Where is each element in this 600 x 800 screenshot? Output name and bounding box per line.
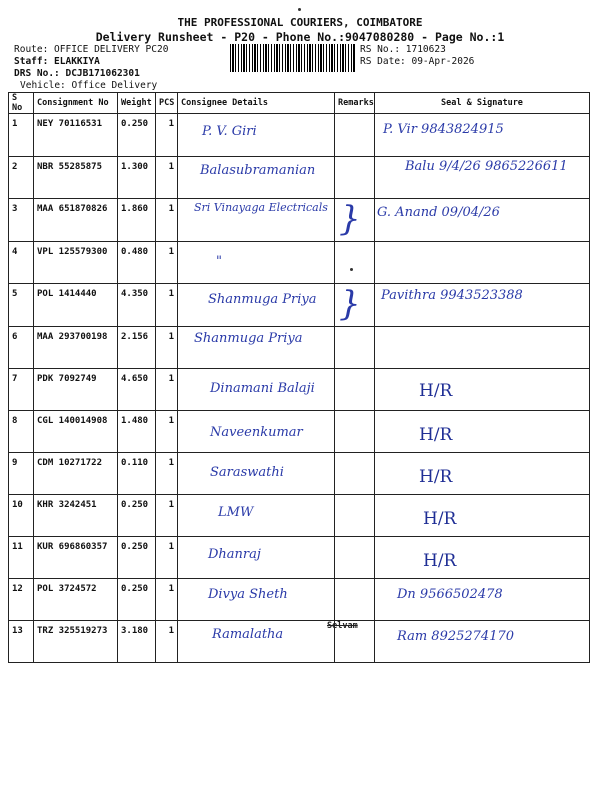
consignee-handwriting: Shanmuga Priya bbox=[194, 331, 303, 346]
cell-pcs: 1 bbox=[156, 495, 178, 537]
company-title: THE PROFESSIONAL COURIERS, COIMBATORE bbox=[177, 16, 423, 29]
table-row bbox=[9, 621, 590, 663]
cell-sno: 10 bbox=[9, 495, 34, 537]
cell-remarks bbox=[335, 411, 375, 453]
cell-sno: 13 bbox=[9, 621, 34, 663]
cell-remarks bbox=[335, 453, 375, 495]
cell-consignee bbox=[178, 284, 335, 327]
cell-remarks bbox=[335, 199, 375, 242]
cell-sno: 9 bbox=[9, 453, 34, 495]
cell-consignment: MAA 651870826 bbox=[34, 199, 118, 242]
cell-pcs: 1 bbox=[156, 621, 178, 663]
cell-consignee bbox=[178, 199, 335, 242]
cell-signature bbox=[375, 411, 590, 453]
table-row bbox=[9, 495, 590, 537]
cell-consignee bbox=[178, 411, 335, 453]
cell-weight: 2.156 bbox=[118, 327, 156, 369]
cell-consignment: KUR 696860357 bbox=[34, 537, 118, 579]
cell-consignment: MAA 293700198 bbox=[34, 327, 118, 369]
remarks-strikethrough: Selvam bbox=[327, 621, 358, 631]
consignee-handwriting: P. V. Giri bbox=[202, 124, 257, 139]
cell-consignee bbox=[178, 327, 335, 369]
cell-weight: 1.300 bbox=[118, 157, 156, 199]
signature-handwriting: H/R bbox=[419, 425, 453, 445]
table-row bbox=[9, 411, 590, 453]
cell-consignee bbox=[178, 621, 335, 663]
cell-consignment: CDM 10271722 bbox=[34, 453, 118, 495]
table-row bbox=[9, 579, 590, 621]
table-row bbox=[9, 327, 590, 369]
col-remarks: Remarks bbox=[335, 93, 375, 114]
table-row bbox=[9, 157, 590, 199]
cell-sno: 12 bbox=[9, 579, 34, 621]
table-row bbox=[9, 537, 590, 579]
cell-pcs: 1 bbox=[156, 369, 178, 411]
cell-weight: 0.250 bbox=[118, 114, 156, 157]
cell-sno: 2 bbox=[9, 157, 34, 199]
cell-remarks bbox=[335, 284, 375, 327]
signature-handwriting: H/R bbox=[423, 551, 457, 571]
cell-weight: 0.480 bbox=[118, 242, 156, 284]
cell-remarks bbox=[335, 579, 375, 621]
table-header-row bbox=[9, 93, 590, 114]
cell-signature bbox=[375, 199, 590, 242]
cell-sno: 3 bbox=[9, 199, 34, 242]
cell-remarks bbox=[335, 495, 375, 537]
signature-handwriting: P. Vir 9843824915 bbox=[383, 122, 504, 137]
col-signature: Seal & Signature bbox=[375, 93, 590, 114]
cell-signature bbox=[375, 369, 590, 411]
table-row bbox=[9, 242, 590, 284]
rs-date-label: RS Date: 09-Apr-2026 bbox=[360, 56, 475, 67]
table-row bbox=[9, 453, 590, 495]
remarks-brace: } bbox=[339, 284, 361, 324]
cell-sno: 6 bbox=[9, 327, 34, 369]
cell-consignment: KHR 3242451 bbox=[34, 495, 118, 537]
cell-consignee bbox=[178, 537, 335, 579]
cell-signature bbox=[375, 157, 590, 199]
cell-sno: 8 bbox=[9, 411, 34, 453]
table-row bbox=[9, 199, 590, 242]
consignee-handwriting: Saraswathi bbox=[210, 465, 284, 480]
cell-pcs: 1 bbox=[156, 411, 178, 453]
cell-consignee bbox=[178, 369, 335, 411]
cell-consignee bbox=[178, 453, 335, 495]
signature-handwriting: Dn 9566502478 bbox=[397, 587, 503, 602]
signature-handwriting: Pavithra 9943523388 bbox=[381, 288, 523, 303]
cell-weight: 0.110 bbox=[118, 453, 156, 495]
consignee-handwriting: Dhanraj bbox=[208, 547, 261, 562]
cell-weight: 4.350 bbox=[118, 284, 156, 327]
signature-handwriting: H/R bbox=[419, 381, 453, 401]
cell-pcs: 1 bbox=[156, 284, 178, 327]
col-sno: S No bbox=[9, 93, 34, 114]
cell-weight: 0.250 bbox=[118, 579, 156, 621]
table-row bbox=[9, 114, 590, 157]
cell-weight: 3.180 bbox=[118, 621, 156, 663]
consignee-handwriting: Ramalatha bbox=[212, 627, 284, 642]
cell-sno: 4 bbox=[9, 242, 34, 284]
consignee-handwriting: " bbox=[216, 254, 222, 269]
cell-pcs: 1 bbox=[156, 114, 178, 157]
route-label: Route: OFFICE DELIVERY PC20 bbox=[14, 44, 169, 55]
cell-pcs: 1 bbox=[156, 327, 178, 369]
staff-label: Staff: ELAKKIYA bbox=[14, 56, 100, 67]
cell-pcs: 1 bbox=[156, 242, 178, 284]
cell-signature bbox=[375, 453, 590, 495]
consignee-handwriting: Shanmuga Priya bbox=[208, 292, 317, 307]
cell-signature bbox=[375, 284, 590, 327]
cell-pcs: 1 bbox=[156, 199, 178, 242]
cell-consignment: NBR 55285875 bbox=[34, 157, 118, 199]
drs-label: DRS No.: DCJB171062301 bbox=[14, 68, 140, 79]
consignee-handwriting: Balasubramanian bbox=[200, 163, 316, 178]
consignee-handwriting: Dinamani Balaji bbox=[210, 381, 315, 396]
table-row bbox=[9, 284, 590, 327]
cell-signature bbox=[375, 537, 590, 579]
runsheet-subtitle: Delivery Runsheet - P20 - Phone No.:9047080280 - Page No.:1 bbox=[95, 30, 505, 44]
cell-weight: 1.480 bbox=[118, 411, 156, 453]
cell-sno: 11 bbox=[9, 537, 34, 579]
rs-no-label: RS No.: 1710623 bbox=[360, 44, 446, 55]
runsheet-table bbox=[8, 92, 590, 663]
cell-consignee bbox=[178, 114, 335, 157]
signature-handwriting: H/R bbox=[419, 467, 453, 487]
cell-remarks bbox=[335, 537, 375, 579]
cell-consignment: POL 3724572 bbox=[34, 579, 118, 621]
cell-weight: 0.250 bbox=[118, 537, 156, 579]
cell-consignment: PDK 7092749 bbox=[34, 369, 118, 411]
cell-signature bbox=[375, 621, 590, 663]
cell-remarks bbox=[335, 157, 375, 199]
signature-handwriting: G. Anand 09/04/26 bbox=[377, 205, 500, 220]
cell-sno: 5 bbox=[9, 284, 34, 327]
col-consignee: Consignee Details bbox=[178, 93, 335, 114]
cell-consignee bbox=[178, 579, 335, 621]
consignee-handwriting: Divya Sheth bbox=[208, 587, 288, 602]
signature-handwriting: Balu 9/4/26 9865226611 bbox=[405, 159, 568, 174]
cell-weight: 0.250 bbox=[118, 495, 156, 537]
remarks-brace: } bbox=[339, 199, 361, 239]
consignee-handwriting: Naveenkumar bbox=[210, 425, 303, 440]
cell-pcs: 1 bbox=[156, 453, 178, 495]
cell-consignee bbox=[178, 157, 335, 199]
consignee-handwriting: Sri Vinayaga Electricals bbox=[194, 201, 328, 214]
cell-consignee bbox=[178, 242, 335, 284]
signature-handwriting: H/R bbox=[423, 509, 457, 529]
cell-consignment: CGL 140014908 bbox=[34, 411, 118, 453]
cell-weight: 4.650 bbox=[118, 369, 156, 411]
cell-weight: 1.860 bbox=[118, 199, 156, 242]
cell-signature bbox=[375, 579, 590, 621]
cell-consignee bbox=[178, 495, 335, 537]
cell-consignment: POL 1414440 bbox=[34, 284, 118, 327]
cell-consignment: VPL 125579300 bbox=[34, 242, 118, 284]
cell-signature bbox=[375, 327, 590, 369]
cell-remarks bbox=[335, 369, 375, 411]
cell-remarks bbox=[327, 621, 375, 663]
speck bbox=[298, 8, 301, 11]
cell-remarks bbox=[335, 327, 375, 369]
cell-sno: 7 bbox=[9, 369, 34, 411]
cell-pcs: 1 bbox=[156, 579, 178, 621]
cell-remarks bbox=[335, 242, 375, 284]
cell-sno: 1 bbox=[9, 114, 34, 157]
cell-consignment: TRZ 325519273 bbox=[34, 621, 118, 663]
table-row bbox=[9, 369, 590, 411]
vehicle-label: Vehicle: Office Delivery bbox=[20, 80, 158, 91]
col-consignment: Consignment No bbox=[34, 93, 118, 114]
cell-signature bbox=[375, 242, 590, 284]
col-pcs: PCS bbox=[156, 93, 178, 114]
col-weight: Weight bbox=[118, 93, 156, 114]
cell-remarks bbox=[335, 114, 375, 157]
cell-consignment: NEY 70116531 bbox=[34, 114, 118, 157]
cell-pcs: 1 bbox=[156, 537, 178, 579]
cell-signature bbox=[375, 495, 590, 537]
cell-pcs: 1 bbox=[156, 157, 178, 199]
signature-handwriting: Ram 8925274170 bbox=[397, 629, 515, 644]
barcode bbox=[230, 44, 355, 72]
consignee-handwriting: LMW bbox=[218, 505, 254, 520]
cell-signature bbox=[375, 114, 590, 157]
